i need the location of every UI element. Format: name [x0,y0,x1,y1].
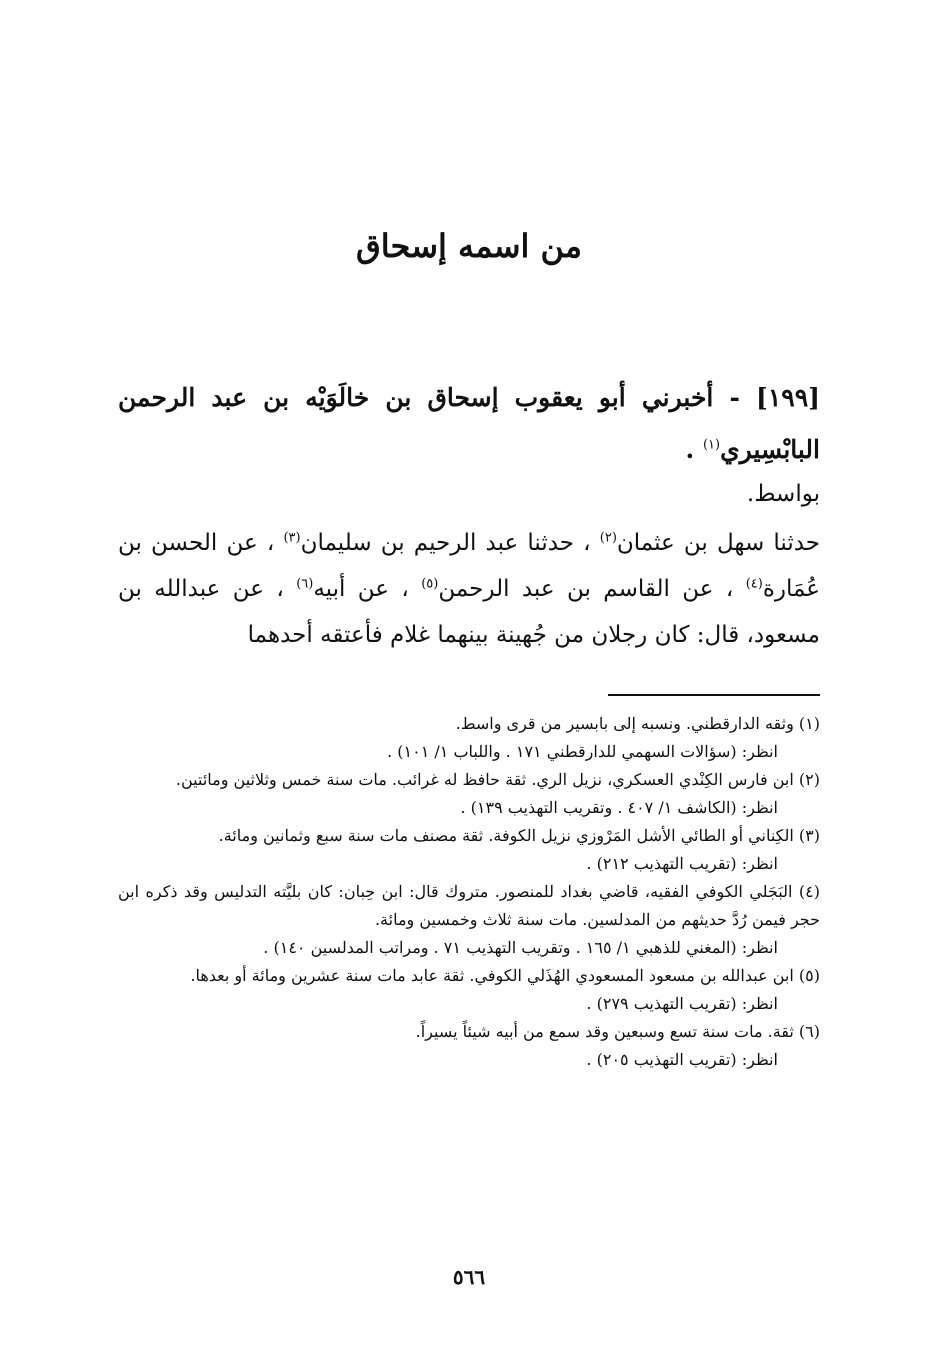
footnote-text: الكِناني أو الطائي الأشل المَرْوزي نزيل الكوفة. ثقة مصنف مات سنة سبع وثمانين ومائة. [218,826,794,845]
footnote-number: (٢) [798,770,820,789]
entry-heading-end: . [685,435,703,464]
narration-segment: ، عن عبدالله بن مسعود، قال: كان رجلان من جُهينة بينهما غلام فأعتقه أحدهما [118,576,820,648]
page-number: ٥٦٦ [452,1265,486,1289]
footnote-number: (٥) [798,966,820,985]
footnote-reference: انظر: (تقريب التهذيب ٢١٢) . [586,854,778,873]
footnote-marker: (٢) [599,530,617,546]
footnote-text: ابن عبدالله بن مسعود المسعودي الهُذَلي الكوفي. ثقة عابد مات سنة عشرين ومائة أو بعدها. [190,966,794,985]
entry-heading-text: - أخبرني أبو يعقوب إسحاق بن خالَوَيْه بن عبد الرحمن البابْسِيري [118,383,820,464]
footnote-marker: (٥) [421,576,439,592]
footnote-marker: (١) [702,437,721,453]
footnote-text: ثقة. مات سنة تسع وسبعين وقد سمع من أبيه شيئاً يسيراً. [415,1022,794,1041]
entry-number: [١٩٩] [756,383,820,412]
footnotes-section [118,710,820,1074]
footnote-text: ابن فارس الكِنْدي العسكري، نزيل الري. ثقة حافظ له غرائب. مات سنة خمس وثلاثين ومائتين. [175,770,794,789]
footnote-reference: انظر: (سؤالات السهمي للدارقطني ١٧١ . واللباب ١/ ١٠١) . [387,742,778,761]
footnote-reference: انظر: (تقريب التهذيب ٢٠٥) . [586,1050,778,1069]
entry-heading [118,372,820,476]
footnote-marker: (٤) [745,576,763,592]
footnote-divider [608,694,820,696]
footnote-item [118,822,820,850]
footnote-text: البَجَلي الكوفي الفقيه، قاضي بغداد للمنصور. متروك قال: ابن حِبان: كان بليَّته التدليس وقد ذكره ابن حجر فيمن رُدَّ حديثهم من المدلسين. مات سنة ثلاث وخمسين ومائة. [118,882,820,929]
footnote-item [118,878,820,934]
footnote-reference: انظر: (المغني للذهبي ١/ ١٦٥ . وتقريب التهذيب ٧١ . ومراتب المدلسين ١٤٠) . [263,938,778,957]
footnote-number: (٦) [798,1022,820,1041]
footnote-item [118,962,820,990]
footnote-item [118,766,820,794]
narration-paragraph [118,520,820,658]
narration-segment: حدثنا سهل بن عثمان [616,530,821,556]
footnote-number: (٤) [798,882,821,901]
narration-segment: ، عن الحسن بن عُمَارة [118,530,821,602]
footnote-text: وثقه الدارقطني. ونسبه إلى بابسير من قرى واسط. [455,714,794,733]
footnote-number: (١) [798,714,820,733]
book-page [118,0,820,1361]
narration-segment: ، حدثنا عبد الرحيم بن سليمان [300,530,591,556]
footnote-reference: انظر: (تقريب التهذيب ٢٧٩) . [586,994,778,1013]
chapter-title: من اسمه إسحاق [355,227,583,265]
footnote-item [118,710,820,738]
entry-place: بواسط. [746,481,820,507]
footnote-number: (٣) [798,826,820,845]
footnote-item [118,1018,820,1046]
footnote-reference: انظر: (الكاشف ١/ ٤٠٧ . وتقريب التهذيب ١٣٩) . [460,798,778,817]
narration-segment: ، عن القاسم بن عبد الرحمن [438,576,734,602]
footnote-marker: (٦) [296,576,314,592]
narration-segment: ، عن أبيه [313,576,409,602]
footnote-marker: (٣) [283,530,301,546]
